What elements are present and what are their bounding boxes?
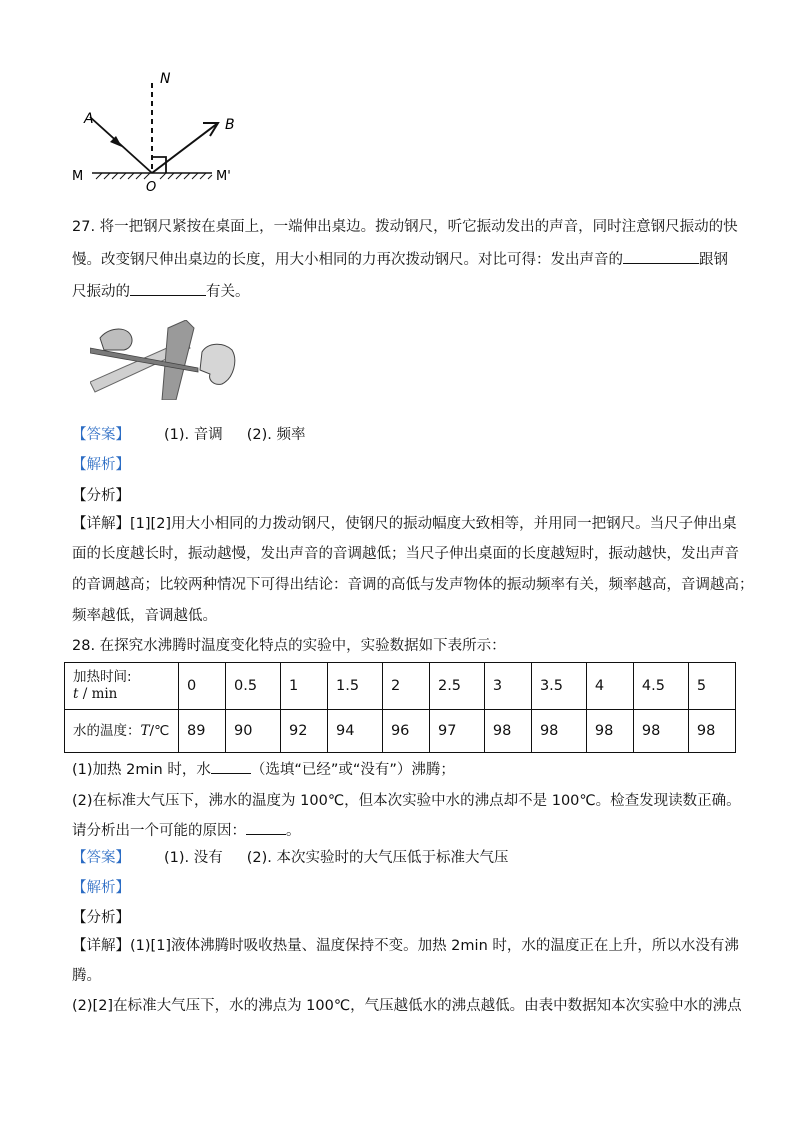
- q27-detail-line1: 【详解】[1][2]用大小相同的力拨动钢尺，使钢尺的振动幅度大致相等，并用同一把钢尺。当尺子伸出桌: [72, 516, 737, 532]
- time-cell: 3: [484, 663, 531, 710]
- q27-blank-2[interactable]: [130, 281, 206, 296]
- temp-cell: 98: [633, 710, 688, 753]
- q27-line2-text-a: 慢。改变钢尺伸出桌边的长度，用大小相同的力再次拨动钢尺。对比可得：发出声音的: [72, 252, 623, 268]
- time-cell: 4.5: [633, 663, 688, 710]
- left-hand-icon: [100, 329, 132, 350]
- time-cell: 1: [280, 663, 327, 710]
- temp-cell: 97: [429, 710, 484, 753]
- q28-sub1-text-b: （选填“已经”或“没有”）沸腾；: [250, 762, 455, 778]
- time-cell: 4: [586, 663, 633, 710]
- time-cell: 5: [688, 663, 735, 710]
- temp-unit: /℃: [149, 722, 170, 739]
- q28-jiexi-tag: 【解析】: [72, 880, 130, 896]
- label-m: M: [72, 169, 84, 184]
- q27-line1: 27. 将一把钢尺紧按在桌面上，一端伸出桌边。拨动钢尺，听它振动发出的声音，同时注意钢尺振动的快: [72, 219, 738, 235]
- q28-answer-1: (1). 没有: [164, 850, 223, 866]
- temp-cell: 98: [586, 710, 633, 753]
- label-a: A: [84, 111, 94, 127]
- table-row-temperature: [65, 710, 736, 753]
- q28-fenxi-tag: 【分析】: [72, 910, 130, 926]
- temp-cell: 89: [179, 710, 226, 753]
- q28-sub2-line1: (2)在标准大气压下，沸水的温度为 100℃，但本次实验中水的沸点却不是 100℃。检查发现读数正确。: [72, 793, 741, 809]
- q28-detail-line2: 腾。: [72, 968, 101, 984]
- q28-answer-2: (2). 本次实验时的大气压低于标准大气压: [246, 850, 509, 866]
- q27-line2-text-b: 跟钢: [699, 252, 728, 268]
- time-cell: 0: [179, 663, 226, 710]
- q27-jiexi-tag: 【解析】: [72, 457, 130, 473]
- table-leg: [162, 320, 194, 400]
- temp-cell: 90: [226, 710, 281, 753]
- temp-symbol: T: [140, 722, 150, 739]
- label-n: N: [160, 71, 171, 87]
- time-symbol: t: [73, 686, 79, 702]
- time-cell: 2.5: [429, 663, 484, 710]
- time-header-label: 加热时间: [73, 669, 127, 685]
- time-header-colon: :: [127, 669, 132, 685]
- time-cell: 2: [382, 663, 429, 710]
- label-o: O: [146, 180, 157, 195]
- time-cell: 3.5: [531, 663, 586, 710]
- steel-ruler-illustration: [90, 320, 240, 400]
- temp-cell: 94: [328, 710, 383, 753]
- q28-sub2-line2: [72, 820, 301, 841]
- q28-sub2-text-b: 。: [286, 823, 301, 839]
- reflection-diagram: [70, 65, 270, 200]
- q28-answer-line: [72, 848, 509, 868]
- q28-intro: 28. 在探究水沸腾时温度变化特点的实验中，实验数据如下表所示：: [72, 638, 506, 654]
- q27-answer-1: (1). 音调: [164, 427, 223, 443]
- table-row-time: [65, 663, 736, 710]
- temp-cell: 92: [280, 710, 327, 753]
- right-hand-icon: [200, 344, 235, 384]
- time-unit: / min: [78, 686, 118, 702]
- temp-header-label: 水的温度：: [73, 722, 141, 739]
- time-cell: 0.5: [226, 663, 281, 710]
- incident-ray: [90, 117, 152, 173]
- q27-detail-line4: 频率越低，音调越低。: [72, 608, 217, 624]
- q27-line3: [72, 281, 250, 302]
- temp-cell: 98: [484, 710, 531, 753]
- q28-sub1-text-a: (1)加热 2min 时，水: [72, 762, 211, 778]
- q27-detail-line2: 面的长度越长时，振动越慢，发出声音的音调越低；当尺子伸出桌面的长度越短时，振动越快，发出声音: [72, 546, 739, 562]
- time-header-cell: [65, 663, 179, 710]
- temp-cell: 98: [531, 710, 586, 753]
- q28-blank-1[interactable]: [211, 759, 251, 774]
- q28-answer-tag: 【答案】: [72, 850, 130, 866]
- q27-fenxi-tag: 【分析】: [72, 488, 130, 504]
- temp-cell: 96: [382, 710, 429, 753]
- q28-data-table: [64, 662, 736, 753]
- q27-line3-text-a: 尺振动的: [72, 284, 130, 300]
- q28-detail-line1: 【详解】(1)[1]液体沸腾时吸收热量、温度保持不变。加热 2min 时，水的温度正在上升，所以水没有沸: [72, 938, 739, 954]
- q27-answer-tag: 【答案】: [72, 427, 130, 443]
- temp-cell: 98: [688, 710, 735, 753]
- q27-answer-2: (2). 频率: [246, 427, 306, 443]
- label-b: B: [225, 117, 235, 133]
- q27-line3-text-b: 有关。: [206, 284, 250, 300]
- reflected-ray: [152, 123, 218, 173]
- label-m-prime: M': [216, 169, 231, 184]
- q28-blank-2[interactable]: [246, 820, 286, 835]
- q27-blank-1[interactable]: [623, 249, 699, 264]
- temp-header-cell: [65, 710, 179, 753]
- q27-line2: [72, 249, 728, 270]
- time-cell: 1.5: [328, 663, 383, 710]
- q27-detail-line3: 的音调越高；比较两种情况下可得出结论：音调的高低与发声物体的振动频率有关，频率越高，音调越高；: [72, 577, 754, 593]
- q28-sub2-text-a: 请分析出一个可能的原因：: [72, 823, 246, 839]
- q27-answer-line: [72, 425, 306, 445]
- q28-detail-line3: (2)[2]在标准大气压下，水的沸点为 100℃，气压越低水的沸点越低。由表中数据知本次实验中水的沸点: [72, 998, 742, 1014]
- q28-sub1: [72, 759, 455, 780]
